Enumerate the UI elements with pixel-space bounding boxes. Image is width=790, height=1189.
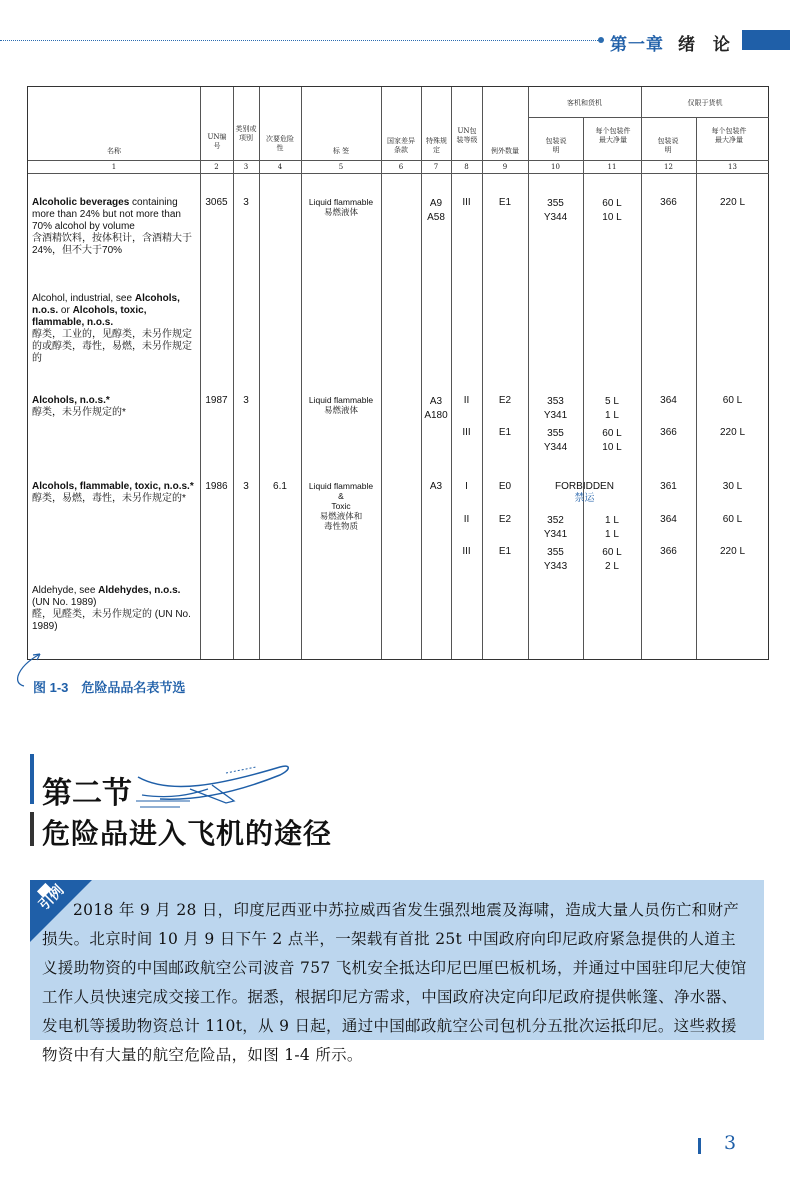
row-cao-pi: 364 (660, 514, 677, 525)
page-number: 3 (724, 1132, 737, 1154)
row-name-cn: 含酒精饮料，按体积计，含酒精大于24%，但不大于70% (32, 233, 192, 256)
row-name-bold: Alcohols, flammable, toxic, n.o.s.* (32, 481, 194, 492)
row-label-cn: 易燃液体和 毒性物质 (319, 511, 363, 531)
col-number: 6 (398, 163, 404, 171)
row-label-en: Liquid flammable (308, 395, 374, 405)
row-label-cn: 易燃液体 (323, 405, 358, 415)
row-eq: E2 (498, 514, 512, 525)
row-cao-max: 220 L (719, 197, 746, 208)
col-header-pax-max: 每个包装件最大净量 (595, 127, 631, 144)
row-name-pre: Alcohol, industrial, see (32, 293, 135, 304)
row-label-en: Liquid flammable & Toxic (308, 481, 374, 511)
table-row-name (32, 395, 198, 419)
section-number: 第二节 (42, 776, 132, 811)
row-special: A3 A180 (424, 396, 448, 421)
row-un: 3065 (205, 197, 228, 208)
row-name-bold: Alcohols, n.o.s. (32, 293, 180, 316)
row-pax-max: 60 L 2 L (602, 547, 622, 572)
row-pg: II (463, 514, 470, 525)
row-label (301, 481, 381, 531)
col-header-label: 标 签 (332, 147, 350, 155)
row-cao-pi: 364 (660, 395, 677, 406)
row-pax-pi: 352 Y341 (543, 515, 568, 540)
row-eq: E2 (498, 395, 512, 406)
figure-caption: 图 1-3 危险品品名表节选 (33, 680, 186, 695)
table-row-name (32, 293, 198, 365)
row-label-en: Liquid flammable (308, 197, 374, 207)
row-name-mid: or (58, 305, 73, 316)
group-header-pax-cargo: 客机和货机 (567, 99, 602, 107)
row-pax-max: 60 L 10 L (602, 198, 622, 223)
row-eq: E1 (498, 427, 512, 438)
row-name-cn: 醛，见醛类，未另作规定的 (UN No. 1989) (32, 609, 191, 632)
row-name-pre: Aldehyde, see (32, 585, 99, 596)
row-cao-pi: 366 (660, 546, 677, 557)
section-bar (30, 812, 34, 846)
row-name-rest: containing more than 24% but not more than 70% alcohol by volume (32, 197, 181, 232)
row-class: 3 (243, 395, 249, 406)
col-number: 1 (111, 163, 117, 171)
row-cao-max: 60 L (722, 514, 743, 525)
col-number: 10 (551, 163, 560, 171)
row-name-bold: Aldehydes, n.o.s. (98, 585, 181, 596)
page-number-bar (698, 1138, 701, 1154)
row-pg: III (462, 427, 471, 438)
row-label-cn: 易燃液体 (323, 207, 358, 217)
row-line (28, 160, 769, 161)
col-header-cao-max: 每个包装件最大净量 (711, 127, 747, 144)
col-header-state: 国家差异条款 (387, 137, 415, 154)
col-number: 4 (277, 163, 283, 171)
section-title: 危险品进入飞机的途径 (42, 817, 333, 850)
row-label (301, 197, 381, 217)
chapter-title: 绪 论 (678, 35, 736, 55)
row-pax-pi: 355 Y344 (543, 428, 568, 453)
col-header-special: 特殊规定 (426, 137, 447, 154)
col-number: 8 (464, 163, 469, 171)
row-special: A9 A58 (427, 198, 445, 223)
row-cao-pi: 366 (660, 427, 677, 438)
intro-text: 2018 年 9 月 28 日，印度尼西亚中苏拉威西省发生强烈地震及海啸，造成大量人员伤亡和财产损失。北京时间 10 月 9 日下午 2 点半，一架载有首批 25t 中国政府向印尼政府紧急提供的人道主义援助物资的中国邮政航空公司波音 757 飞机安全抵达印尼巴厘巴板机场，并通过中国驻印尼大使馆工作人员快速完成交接工作。据悉，根据印尼方需求，中国政府决定向印尼政府提供帐篷、净水器、发电机等援助物资总计 110t，从 9 日起，通过中国邮政航空公司包机分五批次运抵印尼。这些救援物资中有大量的航空危险品，如图 1-4 所示。 (42, 901, 747, 1064)
row-forbidden (528, 481, 641, 505)
col-number: 13 (728, 163, 737, 171)
header-dot (598, 37, 604, 43)
col-header-un: UN编号 (207, 133, 227, 150)
row-cao-max: 220 L (719, 427, 746, 438)
intro-tag-label: 引例 (36, 882, 68, 914)
row-class: 3 (243, 197, 249, 208)
row-pax-pi: 355 Y344 (543, 198, 568, 223)
airplane-icon (130, 755, 295, 815)
col-header-name: 名称 (107, 147, 121, 155)
col-number: 11 (607, 163, 617, 171)
col-number: 9 (502, 163, 508, 171)
col-number: 12 (664, 163, 673, 171)
row-name-cn: 醇类，未另作规定的* (32, 407, 126, 418)
row-pax-max: 1 L 1 L (605, 515, 619, 540)
table-row-name (32, 585, 198, 633)
row-pg: I (465, 481, 468, 492)
row-name-cn: 醇类，工业的，见醇类，未另作规定的或醇类，毒性，易燃，未另作规定的 (32, 329, 192, 364)
col-header-subrisk: 次要危险性 (266, 135, 294, 152)
row-cao-pi: 361 (660, 481, 677, 492)
row-un: 1987 (205, 395, 228, 406)
row-cao-max: 60 L (722, 395, 743, 406)
col-number: 5 (338, 163, 344, 171)
row-name-bold2: Alcohols, toxic, flammable, n.o.s. (32, 305, 147, 328)
col-number: 3 (243, 163, 249, 171)
row-pax-pi: 353 Y341 (543, 396, 568, 421)
header-dotted-line (0, 40, 600, 41)
col-header-cao-pi: 包装说明 (657, 137, 679, 154)
row-un: 1986 (205, 481, 228, 492)
chapter-label: 第一章 (610, 35, 664, 55)
row-eq: E1 (498, 546, 512, 557)
group-header-cargo-only: 仅限于货机 (687, 99, 723, 107)
row-line (28, 173, 769, 174)
col-header-pg: UN包装等级 (456, 127, 478, 144)
row-name-cn: 醇类，易燃，毒性，未另作规定的* (32, 493, 186, 504)
col-header-pax-pi: 包装说明 (545, 137, 567, 154)
header-bar (742, 30, 790, 50)
row-forbidden-en: FORBIDDEN (555, 481, 614, 492)
row-name-bold: Alcoholic beverages (32, 197, 130, 208)
row-cao-max: 30 L (722, 481, 743, 492)
row-line (528, 117, 769, 118)
col-number: 7 (433, 163, 439, 171)
row-class: 3 (243, 481, 249, 492)
row-pg: III (462, 197, 471, 208)
dangerous-goods-table (27, 86, 769, 660)
row-pax-max: 60 L 10 L (602, 428, 622, 453)
row-pax-pi: 355 Y343 (543, 547, 568, 572)
table-row-name (32, 197, 198, 257)
row-forbidden-cn: 禁运 (574, 493, 595, 504)
col-number: 2 (214, 163, 219, 171)
row-pax-max: 5 L 1 L (605, 396, 619, 421)
row-cao-pi: 366 (660, 197, 677, 208)
col-header-eq: 例外数量 (491, 147, 519, 155)
row-eq: E1 (498, 197, 512, 208)
col-header-class: 类别或项别 (235, 125, 257, 142)
row-label (301, 395, 381, 415)
row-subrisk: 6.1 (273, 481, 287, 492)
row-name-rest: (UN No. 1989) (32, 597, 97, 608)
table-row-name (32, 481, 198, 505)
row-eq: E0 (498, 481, 512, 492)
section-bar (30, 754, 34, 804)
row-pg: III (462, 546, 471, 557)
row-special: A3 (429, 481, 443, 492)
row-cao-max: 220 L (719, 546, 746, 557)
row-pg: II (463, 395, 470, 406)
row-name-bold: Alcohols, n.o.s.* (32, 395, 110, 406)
